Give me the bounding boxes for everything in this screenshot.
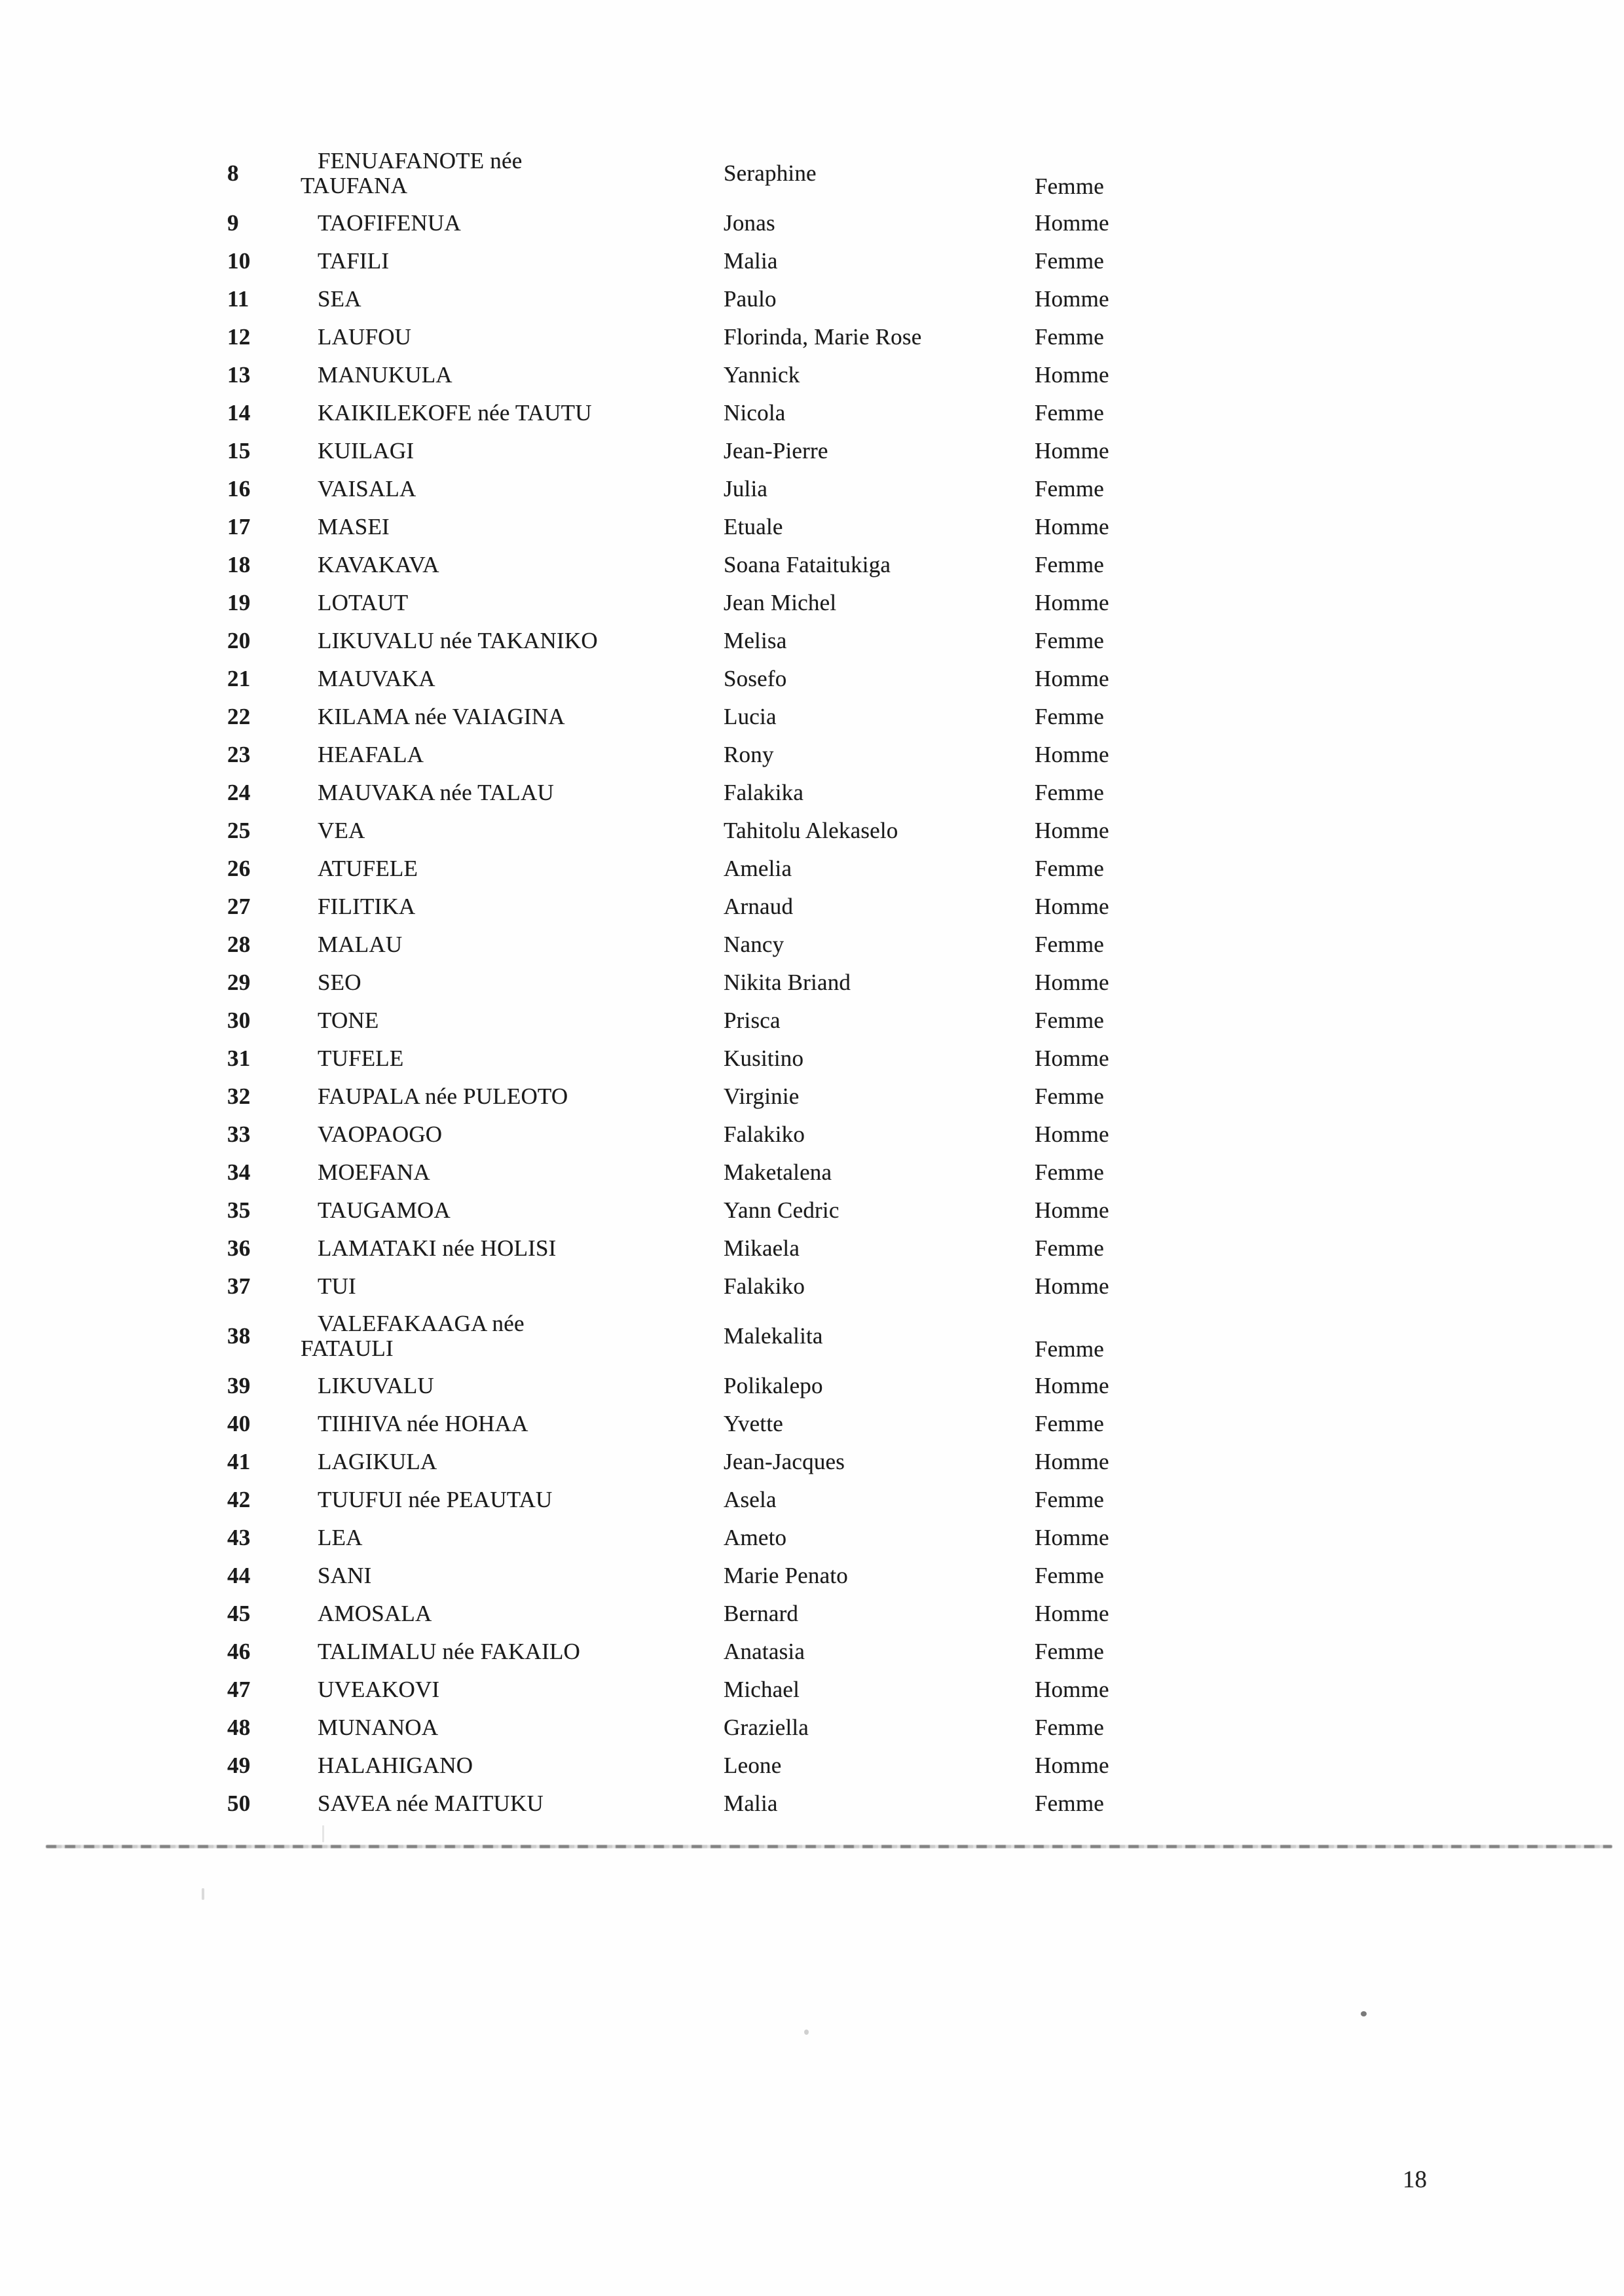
first-name: Falakiko — [724, 1273, 805, 1299]
row-number: 38 — [227, 1322, 251, 1349]
gender: Femme — [1035, 1714, 1104, 1740]
row-number: 31 — [227, 1045, 251, 1071]
first-name: Soana Fataitukiga — [724, 551, 891, 577]
row-number: 10 — [227, 247, 251, 274]
gender: Homme — [1035, 210, 1109, 236]
first-name: Malia — [724, 1790, 778, 1816]
first-name: Jean-Pierre — [724, 437, 828, 464]
gender: Homme — [1035, 1448, 1109, 1474]
table-row — [226, 508, 1247, 546]
table-row — [226, 1192, 1247, 1230]
name-table — [226, 143, 1247, 1823]
surname: TIIHIVA née HOHAA — [318, 1410, 528, 1436]
first-name: Rony — [724, 741, 774, 767]
gender: Homme — [1035, 1273, 1109, 1299]
surname: FILITIKA — [318, 893, 416, 919]
gender: Homme — [1035, 1121, 1109, 1147]
row-number: 28 — [227, 931, 251, 957]
gender: Homme — [1035, 589, 1109, 615]
surname: VALEFAKAAGA née FATAULI — [301, 1310, 525, 1361]
first-name: Kusitino — [724, 1045, 804, 1071]
table-row — [226, 1040, 1247, 1078]
surname: KAVAKAVA — [318, 551, 439, 577]
surname: TUFELE — [318, 1045, 404, 1071]
gender: Homme — [1035, 1045, 1109, 1071]
surname: HALAHIGANO — [318, 1752, 473, 1778]
row-number: 49 — [227, 1752, 251, 1778]
first-name: Amelia — [724, 855, 792, 881]
surname: UVEAKOVI — [318, 1676, 440, 1702]
row-number: 30 — [227, 1007, 251, 1033]
table-row — [226, 1230, 1247, 1267]
scan-speck — [1361, 2011, 1367, 2016]
scan-speck — [804, 2030, 809, 2035]
first-name: Seraphine — [724, 160, 817, 186]
first-name: Virginie — [724, 1083, 800, 1109]
first-name: Prisca — [724, 1007, 781, 1033]
table-row — [226, 356, 1247, 394]
first-name: Julia — [724, 475, 768, 501]
table-row — [226, 1709, 1247, 1747]
row-number: 36 — [227, 1235, 251, 1261]
gender: Homme — [1035, 665, 1109, 691]
gender: Homme — [1035, 285, 1109, 312]
table-row — [226, 318, 1247, 356]
first-name: Falakiko — [724, 1121, 805, 1147]
row-number: 9 — [227, 210, 239, 236]
row-number: 35 — [227, 1197, 251, 1223]
row-number: 12 — [227, 323, 251, 350]
scan-speck — [322, 1825, 324, 1842]
gender: Homme — [1035, 1752, 1109, 1778]
gender: Homme — [1035, 513, 1109, 539]
first-name: Arnaud — [724, 893, 794, 919]
table-row — [226, 812, 1247, 850]
table-row — [226, 1595, 1247, 1633]
row-number: 16 — [227, 475, 251, 501]
first-name: Yann Cedric — [724, 1197, 840, 1223]
gender: Femme — [1035, 1486, 1104, 1512]
table-row — [226, 1671, 1247, 1709]
first-name: Etuale — [724, 513, 783, 539]
gender: Homme — [1035, 1600, 1109, 1626]
gender: Homme — [1035, 1676, 1109, 1702]
row-number: 14 — [227, 399, 251, 426]
table-row — [226, 1078, 1247, 1116]
row-number: 43 — [227, 1524, 251, 1550]
gender: Femme — [1035, 475, 1104, 501]
gender: Homme — [1035, 741, 1109, 767]
surname: MUNANOA — [318, 1714, 439, 1740]
table-row — [226, 1557, 1247, 1595]
gender: Homme — [1035, 893, 1109, 919]
surname: LEA — [318, 1524, 363, 1550]
first-name: Nicola — [724, 399, 786, 426]
first-name: Maketalena — [724, 1159, 832, 1185]
scan-speck — [202, 1888, 204, 1900]
table-row — [226, 280, 1247, 318]
surname: FENUAFANOTE née TAUFANA — [301, 147, 523, 198]
surname: TAOFIFENUA — [318, 210, 461, 236]
surname: TALIMALU née FAKAILO — [318, 1638, 581, 1664]
surname: KAIKILEKOFE née TAUTU — [318, 399, 592, 426]
first-name: Melisa — [724, 627, 787, 653]
table-row — [226, 736, 1247, 774]
surname: LIKUVALU née TAKANIKO — [318, 627, 598, 653]
row-number: 46 — [227, 1638, 251, 1664]
first-name: Ameto — [724, 1524, 787, 1550]
table-row — [226, 1367, 1247, 1405]
table-row — [226, 1116, 1247, 1154]
row-number: 39 — [227, 1372, 251, 1398]
surname: MOEFANA — [318, 1159, 430, 1185]
gender: Femme — [1035, 855, 1104, 881]
first-name: Jean Michel — [724, 589, 837, 615]
surname: LAUFOU — [318, 323, 412, 350]
surname: MAUVAKA née TALAU — [318, 779, 554, 805]
table-row — [226, 1405, 1247, 1443]
surname: MASEI — [318, 513, 390, 539]
table-row — [226, 1633, 1247, 1671]
table-row — [226, 698, 1247, 736]
row-number: 40 — [227, 1410, 251, 1436]
gender: Homme — [1035, 1372, 1109, 1398]
row-number: 19 — [227, 589, 251, 615]
page-number: 18 — [1403, 2166, 1427, 2193]
surname: LAGIKULA — [318, 1448, 437, 1474]
row-number: 8 — [227, 160, 239, 186]
table-row — [226, 204, 1247, 242]
row-number: 18 — [227, 551, 251, 577]
gender: Homme — [1035, 969, 1109, 995]
table-row — [226, 394, 1247, 432]
table-row — [226, 1002, 1247, 1040]
row-number: 47 — [227, 1676, 251, 1702]
surname: KILAMA née VAIAGINA — [318, 703, 565, 729]
table-row — [226, 926, 1247, 964]
table-row — [226, 1519, 1247, 1557]
gender: Femme — [1035, 323, 1104, 350]
row-number: 17 — [227, 513, 251, 539]
table-row — [226, 1747, 1247, 1785]
table-row — [226, 1443, 1247, 1481]
first-name: Polikalepo — [724, 1372, 823, 1398]
first-name: Falakika — [724, 779, 804, 805]
table-row — [226, 1154, 1247, 1192]
row-number: 25 — [227, 817, 251, 843]
surname: VEA — [318, 817, 365, 843]
table-row — [226, 850, 1247, 888]
surname: TAUGAMOA — [318, 1197, 451, 1223]
row-number: 23 — [227, 741, 251, 767]
gender: Femme — [1035, 703, 1104, 729]
table-row — [226, 774, 1247, 812]
table-row — [226, 888, 1247, 926]
gender: Femme — [1035, 173, 1104, 199]
row-number: 22 — [227, 703, 251, 729]
first-name: Yannick — [724, 361, 800, 388]
surname: LOTAUT — [318, 589, 409, 615]
row-number: 21 — [227, 665, 251, 691]
row-number: 37 — [227, 1273, 251, 1299]
gender: Homme — [1035, 437, 1109, 464]
surname: TAFILI — [318, 247, 390, 274]
surname: MAUVAKA — [318, 665, 435, 691]
table-row — [226, 584, 1247, 622]
surname: FAUPALA née PULEOTO — [318, 1083, 568, 1109]
first-name: Florinda, Marie Rose — [724, 323, 922, 350]
row-number: 45 — [227, 1600, 251, 1626]
gender: Femme — [1035, 1410, 1104, 1436]
table-row — [226, 1267, 1247, 1305]
surname: ATUFELE — [318, 855, 418, 881]
row-number: 26 — [227, 855, 251, 881]
surname: VAOPAOGO — [318, 1121, 443, 1147]
row-number: 11 — [227, 285, 249, 312]
gender: Femme — [1035, 1638, 1104, 1664]
surname: SANI — [318, 1562, 372, 1588]
first-name: Anatasia — [724, 1638, 805, 1664]
first-name: Tahitolu Alekaselo — [724, 817, 898, 843]
surname: SEA — [318, 285, 361, 312]
first-name: Asela — [724, 1486, 777, 1512]
surname: MANUKULA — [318, 361, 452, 388]
row-number: 34 — [227, 1159, 251, 1185]
row-number: 13 — [227, 361, 251, 388]
row-number: 48 — [227, 1714, 251, 1740]
surname: SEO — [318, 969, 361, 995]
first-name: Nikita Briand — [724, 969, 851, 995]
gender: Femme — [1035, 627, 1104, 653]
row-number: 27 — [227, 893, 251, 919]
row-number: 32 — [227, 1083, 251, 1109]
gender: Femme — [1035, 1790, 1104, 1816]
surname: AMOSALA — [318, 1600, 432, 1626]
table-row — [226, 622, 1247, 660]
table-row — [226, 470, 1247, 508]
gender: Femme — [1035, 399, 1104, 426]
first-name: Jean-Jacques — [724, 1448, 845, 1474]
first-name: Malia — [724, 247, 778, 274]
row-number: 24 — [227, 779, 251, 805]
first-name: Yvette — [724, 1410, 783, 1436]
table-row — [226, 1481, 1247, 1519]
table-row — [226, 660, 1247, 698]
gender: Femme — [1035, 1083, 1104, 1109]
gender: Femme — [1035, 1007, 1104, 1033]
gender: Femme — [1035, 1235, 1104, 1261]
first-name: Leone — [724, 1752, 782, 1778]
table-row — [226, 1305, 1247, 1367]
gender: Homme — [1035, 1197, 1109, 1223]
table-row — [226, 143, 1247, 204]
first-name: Graziella — [724, 1714, 809, 1740]
first-name: Lucia — [724, 703, 777, 729]
first-name: Mikaela — [724, 1235, 800, 1261]
table-row — [226, 964, 1247, 1002]
separator-line — [46, 1845, 1612, 1848]
row-number: 33 — [227, 1121, 251, 1147]
row-number: 20 — [227, 627, 251, 653]
surname: TUI — [318, 1273, 356, 1299]
gender: Femme — [1035, 1562, 1104, 1588]
surname: VAISALA — [318, 475, 416, 501]
gender: Homme — [1035, 361, 1109, 388]
row-number: 29 — [227, 969, 251, 995]
gender: Femme — [1035, 779, 1104, 805]
gender: Femme — [1035, 931, 1104, 957]
row-number: 15 — [227, 437, 251, 464]
surname: MALAU — [318, 931, 403, 957]
first-name: Sosefo — [724, 665, 787, 691]
row-number: 42 — [227, 1486, 251, 1512]
surname: TUUFUI née PEAUTAU — [318, 1486, 553, 1512]
gender: Femme — [1035, 1159, 1104, 1185]
first-name: Nancy — [724, 931, 784, 957]
first-name: Malekalita — [724, 1322, 823, 1349]
first-name: Michael — [724, 1676, 800, 1702]
row-number: 50 — [227, 1790, 251, 1816]
surname: LAMATAKI née HOLISI — [318, 1235, 557, 1261]
row-number: 44 — [227, 1562, 251, 1588]
first-name: Bernard — [724, 1600, 799, 1626]
surname: HEAFALA — [318, 741, 424, 767]
gender: Femme — [1035, 551, 1104, 577]
first-name: Jonas — [724, 210, 775, 236]
gender: Femme — [1035, 247, 1104, 274]
table-row — [226, 242, 1247, 280]
surname: TONE — [318, 1007, 379, 1033]
first-name: Paulo — [724, 285, 777, 312]
row-number: 41 — [227, 1448, 251, 1474]
first-name: Marie Penato — [724, 1562, 848, 1588]
table-row — [226, 432, 1247, 470]
surname: SAVEA née MAITUKU — [318, 1790, 544, 1816]
table-row — [226, 1785, 1247, 1823]
surname: LIKUVALU — [318, 1372, 434, 1398]
gender: Homme — [1035, 817, 1109, 843]
gender: Femme — [1035, 1336, 1104, 1362]
table-row — [226, 546, 1247, 584]
surname: KUILAGI — [318, 437, 415, 464]
gender: Homme — [1035, 1524, 1109, 1550]
